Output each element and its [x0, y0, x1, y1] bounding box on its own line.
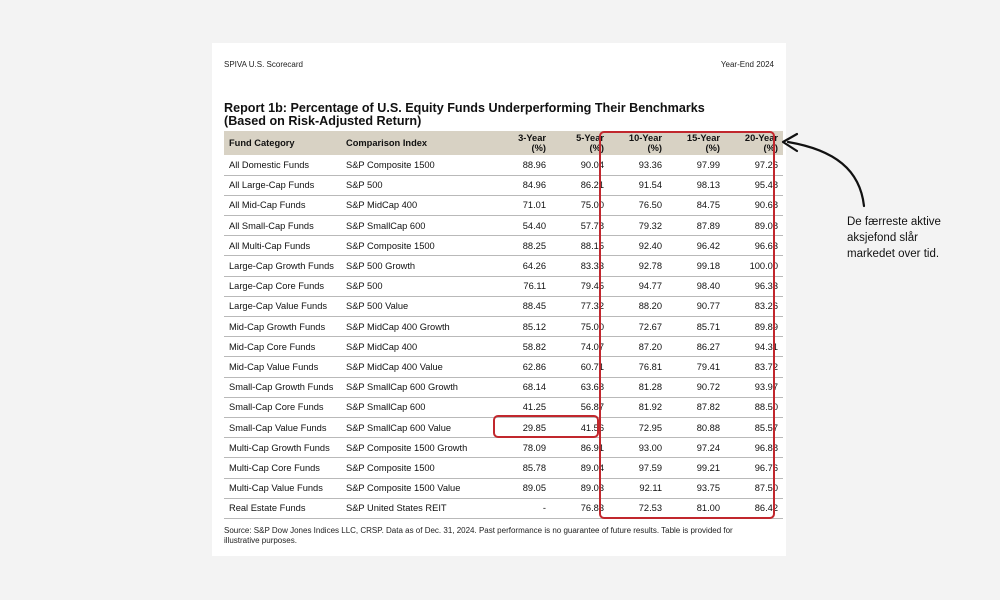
cell-y5: 74.07 — [551, 337, 609, 357]
arrow-shaft — [788, 142, 864, 206]
cell-y5: 41.56 — [551, 417, 609, 437]
cell-index: S&P 500 — [341, 175, 493, 195]
col-header-20y-label: 20-Year — [744, 133, 778, 143]
cell-y3: 85.78 — [493, 458, 551, 478]
cell-y10: 72.95 — [609, 417, 667, 437]
cell-y15: 97.99 — [667, 155, 725, 175]
cell-y5: 57.78 — [551, 216, 609, 236]
cell-y10: 92.40 — [609, 236, 667, 256]
cell-y3: 78.09 — [493, 438, 551, 458]
cell-y15: 80.88 — [667, 417, 725, 437]
cell-y20: 89.89 — [725, 317, 783, 337]
cell-y5: 86.91 — [551, 438, 609, 458]
cell-y3: 88.96 — [493, 155, 551, 175]
cell-y3: 29.85 — [493, 417, 551, 437]
header-right: Year-End 2024 — [720, 60, 774, 69]
cell-y5: 77.32 — [551, 296, 609, 316]
cell-y5: 79.45 — [551, 276, 609, 296]
cell-category: Large-Cap Core Funds — [224, 276, 341, 296]
cell-y10: 72.53 — [609, 498, 667, 518]
cell-y15: 93.75 — [667, 478, 725, 498]
cell-y3: 68.14 — [493, 377, 551, 397]
cell-y20: 96.76 — [725, 458, 783, 478]
cell-y15: 98.40 — [667, 276, 725, 296]
cell-index: S&P SmallCap 600 — [341, 397, 493, 417]
col-header-15y-label: 15-Year — [686, 133, 720, 143]
annotation-text: De færreste aktive aksjefond slår markedet over tid. — [847, 216, 941, 260]
cell-y5: 90.04 — [551, 155, 609, 175]
cell-y10: 87.20 — [609, 337, 667, 357]
cell-y10: 79.32 — [609, 216, 667, 236]
cell-y5: 75.00 — [551, 317, 609, 337]
cell-y10: 81.28 — [609, 377, 667, 397]
cell-y20: 85.57 — [725, 417, 783, 437]
cell-y20: 96.33 — [725, 276, 783, 296]
cell-y3: 54.40 — [493, 216, 551, 236]
cell-y20: 90.68 — [725, 195, 783, 215]
cell-y10: 93.00 — [609, 438, 667, 458]
cell-y10: 92.11 — [609, 478, 667, 498]
cell-index: S&P MidCap 400 Value — [341, 357, 493, 377]
cell-y10: 93.36 — [609, 155, 667, 175]
header-left: SPIVA U.S. Scorecard — [224, 60, 303, 69]
cell-index: S&P SmallCap 600 Growth — [341, 377, 493, 397]
cell-category: Large-Cap Growth Funds — [224, 256, 341, 276]
cell-y20: 83.26 — [725, 296, 783, 316]
col-header-20y-unit: (%) — [763, 143, 778, 153]
cell-y20: 97.26 — [725, 155, 783, 175]
col-header-category: Fund Category — [224, 131, 341, 155]
cell-y5: 89.03 — [551, 478, 609, 498]
cell-y20: 88.50 — [725, 397, 783, 417]
col-header-5y-unit: (%) — [589, 143, 604, 153]
cell-category: Multi-Cap Growth Funds — [224, 438, 341, 458]
cell-y20: 96.88 — [725, 438, 783, 458]
cell-index: S&P Composite 1500 — [341, 236, 493, 256]
cell-category: All Mid-Cap Funds — [224, 195, 341, 215]
cell-y3: 62.86 — [493, 357, 551, 377]
cell-y20: 94.31 — [725, 337, 783, 357]
cell-y15: 97.24 — [667, 438, 725, 458]
cell-y15: 86.27 — [667, 337, 725, 357]
cell-category: Real Estate Funds — [224, 498, 341, 518]
cell-y10: 76.81 — [609, 357, 667, 377]
col-header-15y-unit: (%) — [705, 143, 720, 153]
cell-category: Mid-Cap Value Funds — [224, 357, 341, 377]
cell-y3: 84.96 — [493, 175, 551, 195]
cell-category: Multi-Cap Core Funds — [224, 458, 341, 478]
cell-y15: 87.82 — [667, 397, 725, 417]
cell-y5: 75.00 — [551, 195, 609, 215]
cell-y15: 99.18 — [667, 256, 725, 276]
cell-y5: 88.15 — [551, 236, 609, 256]
col-header-5y-label: 5-Year — [576, 133, 604, 143]
cell-index: S&P 500 — [341, 276, 493, 296]
cell-index: S&P Composite 1500 Growth — [341, 438, 493, 458]
cell-y10: 81.92 — [609, 397, 667, 417]
cell-y5: 89.04 — [551, 458, 609, 478]
cell-y15: 84.75 — [667, 195, 725, 215]
title-line-1: Report 1b: Percentage of U.S. Equity Funds Underperforming Their Benchmarks — [224, 101, 705, 115]
cell-y15: 99.21 — [667, 458, 725, 478]
col-header-10y-unit: (%) — [647, 143, 662, 153]
cell-y3: 58.82 — [493, 337, 551, 357]
cell-y3: 76.11 — [493, 276, 551, 296]
cell-y10: 88.20 — [609, 296, 667, 316]
cell-category: Small-Cap Growth Funds — [224, 377, 341, 397]
cell-category: Small-Cap Core Funds — [224, 397, 341, 417]
cell-index: S&P Composite 1500 — [341, 155, 493, 175]
cell-category: Mid-Cap Core Funds — [224, 337, 341, 357]
col-header-10y-label: 10-Year — [628, 133, 662, 143]
cell-index: S&P United States REIT — [341, 498, 493, 518]
cell-category: All Multi-Cap Funds — [224, 236, 341, 256]
cell-y20: 93.97 — [725, 377, 783, 397]
cell-y5: 76.83 — [551, 498, 609, 518]
cell-y20: 87.50 — [725, 478, 783, 498]
cell-y10: 97.59 — [609, 458, 667, 478]
cell-y3: - — [493, 498, 551, 518]
cell-y15: 90.72 — [667, 377, 725, 397]
cell-y5: 60.71 — [551, 357, 609, 377]
cell-y10: 92.78 — [609, 256, 667, 276]
cell-y5: 63.68 — [551, 377, 609, 397]
cell-y3: 64.26 — [493, 256, 551, 276]
cell-y5: 56.87 — [551, 397, 609, 417]
cell-y15: 96.42 — [667, 236, 725, 256]
col-header-index: Comparison Index — [341, 131, 493, 155]
cell-y3: 88.25 — [493, 236, 551, 256]
cell-y3: 89.05 — [493, 478, 551, 498]
cell-category: All Domestic Funds — [224, 155, 341, 175]
cell-y20: 95.48 — [725, 175, 783, 195]
cell-y15: 87.89 — [667, 216, 725, 236]
cell-y10: 94.77 — [609, 276, 667, 296]
cell-index: S&P Composite 1500 — [341, 458, 493, 478]
cell-y5: 83.33 — [551, 256, 609, 276]
cell-index: S&P 500 Value — [341, 296, 493, 316]
cell-index: S&P Composite 1500 Value — [341, 478, 493, 498]
cell-index: S&P 500 Growth — [341, 256, 493, 276]
cell-y20: 86.42 — [725, 498, 783, 518]
cell-index: S&P SmallCap 600 Value — [341, 417, 493, 437]
cell-y20: 83.72 — [725, 357, 783, 377]
cell-y20: 96.63 — [725, 236, 783, 256]
col-header-3y-unit: (%) — [531, 143, 546, 153]
title-line-2: (Based on Risk-Adjusted Return) — [224, 114, 422, 128]
cell-y10: 76.50 — [609, 195, 667, 215]
cell-y15: 90.77 — [667, 296, 725, 316]
cell-index: S&P MidCap 400 — [341, 337, 493, 357]
cell-category: All Large-Cap Funds — [224, 175, 341, 195]
cell-category: Small-Cap Value Funds — [224, 417, 341, 437]
cell-category: Mid-Cap Growth Funds — [224, 317, 341, 337]
cell-category: Large-Cap Value Funds — [224, 296, 341, 316]
cell-y3: 88.45 — [493, 296, 551, 316]
cell-y3: 71.01 — [493, 195, 551, 215]
cell-category: All Small-Cap Funds — [224, 216, 341, 236]
cell-y5: 86.21 — [551, 175, 609, 195]
cell-y10: 91.54 — [609, 175, 667, 195]
cell-y3: 41.25 — [493, 397, 551, 417]
cell-y15: 81.00 — [667, 498, 725, 518]
cell-y20: 89.08 — [725, 216, 783, 236]
cell-y15: 79.41 — [667, 357, 725, 377]
cell-index: S&P SmallCap 600 — [341, 216, 493, 236]
cell-index: S&P MidCap 400 — [341, 195, 493, 215]
source-note: Source: S&P Dow Jones Indices LLC, CRSP. Data as of Dec. 31, 2024. Past performance is no guarantee of future results. Table is provided for illustrative purposes. — [224, 526, 733, 545]
cell-category: Multi-Cap Value Funds — [224, 478, 341, 498]
cell-y10: 72.67 — [609, 317, 667, 337]
cell-y15: 98.13 — [667, 175, 725, 195]
col-header-3y-label: 3-Year — [518, 133, 546, 143]
cell-y15: 85.71 — [667, 317, 725, 337]
cell-y20: 100.00 — [725, 256, 783, 276]
cell-index: S&P MidCap 400 Growth — [341, 317, 493, 337]
cell-y3: 85.12 — [493, 317, 551, 337]
